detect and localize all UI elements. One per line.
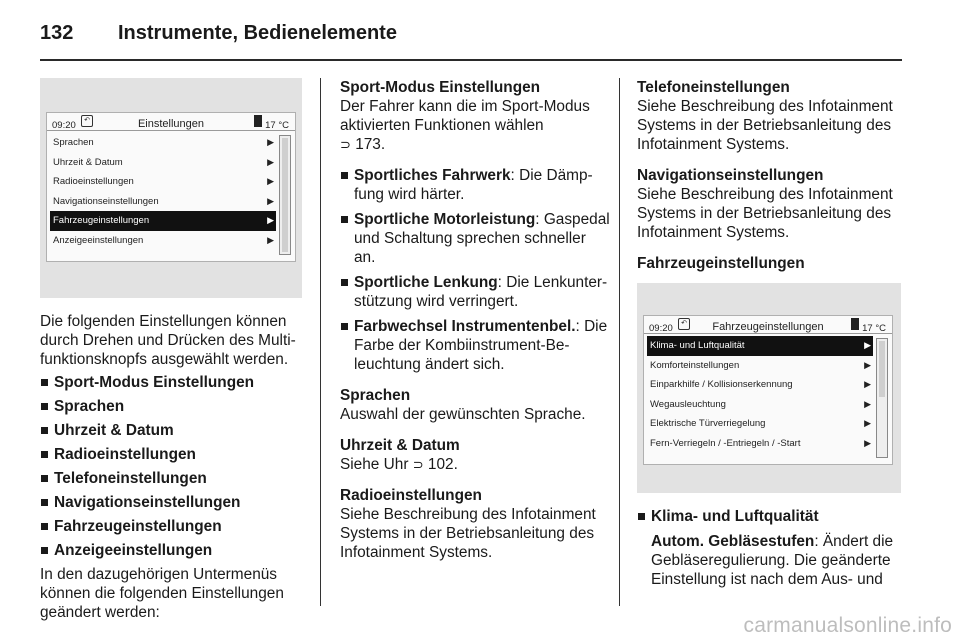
column-3 <box>637 78 907 601</box>
vehicle-settings-screen <box>643 315 893 465</box>
column-1 <box>40 78 308 634</box>
section-heading: Navigationseinstellungen <box>637 167 824 184</box>
menu-item: Sprachen ▶ <box>50 133 276 153</box>
settings-list <box>40 373 308 560</box>
vehicle-bullets <box>637 507 907 526</box>
chevron-right-icon: ▶ <box>267 137 274 147</box>
back-icon: ↶ <box>678 318 690 330</box>
uhrzeit-section: Uhrzeit & Datum Siehe Uhr ⊃ 102. <box>340 436 610 474</box>
chevron-right-icon: ▶ <box>267 156 274 167</box>
list-item: Sprachen <box>40 397 308 416</box>
list-item: Telefoneinstellungen <box>40 469 308 488</box>
page-title: Instrumente, Bedienelemente <box>118 22 397 44</box>
list-item: Sportliches Fahrwerk: Die Dämp-fung wird härter. <box>340 166 610 204</box>
sport-bullets <box>340 166 610 374</box>
chevron-right-icon: ▶ <box>864 379 871 389</box>
screen-scrollbar <box>279 135 291 255</box>
section-heading: Radioeinstellungen <box>340 487 482 504</box>
list-item: Sport-Modus Einstellungen <box>40 373 308 392</box>
sport-section: Sport-Modus Einstellungen Der Fahrer kann die im Sport-Modus aktivierten Funktionen wählen ⊃ 173. <box>340 78 610 154</box>
screen-title: Fahrzeugeinstellungen <box>712 321 824 333</box>
menu-item: Navigationseinstellungen ▶ <box>50 192 276 212</box>
column-divider <box>619 78 620 606</box>
list-item: Farbwechsel Instrumentenbel.: Die Farbe der Kombiinstrument-Be-leuchtung ändert sich. <box>340 317 610 374</box>
list-item: Sportliche Lenkung: Die Lenkunter-stützung wird verringert. <box>340 273 610 311</box>
radio-section: Radioeinstellungen Siehe Beschreibung des Infotainment Systems in der Betriebsanleitung des Infotainment Systems. <box>340 486 610 562</box>
header-rule <box>40 59 902 61</box>
chevron-right-icon: ▶ <box>267 215 274 225</box>
screen-time: 09:20 <box>52 120 76 131</box>
list-item: Klima- und Luftqualität <box>637 507 907 526</box>
page-ref-icon: ⊃ <box>412 457 424 472</box>
phone-icon <box>254 115 262 127</box>
list-item: Anzeigeeinstellungen <box>40 541 308 560</box>
screen-scrollbar <box>876 338 888 458</box>
section-heading: Sprachen <box>340 387 411 404</box>
menu-item: Komforteinstellungen ▶ <box>647 356 873 376</box>
screen-menu <box>647 336 873 453</box>
section-heading: Fahrzeugeinstellungen <box>637 255 805 272</box>
chevron-right-icon: ▶ <box>267 234 274 245</box>
page-header <box>40 14 920 54</box>
list-item: Uhrzeit & Datum <box>40 421 308 440</box>
menu-item: Einparkhilfe / Kollisionserkennung ▶ <box>647 375 873 395</box>
page-ref: 102. <box>427 456 458 473</box>
menu-item: Radioeinstellungen ▶ <box>50 172 276 192</box>
section-heading: Sport-Modus Einstellungen <box>340 79 541 96</box>
back-icon: ↶ <box>81 115 93 127</box>
list-item: Fahrzeugeinstellungen <box>40 517 308 536</box>
menu-item: Uhrzeit & Datum ▶ <box>50 153 276 173</box>
menu-item: Anzeigeeinstellungen ▶ <box>50 231 276 251</box>
menu-item: Elektrische Türverriegelung ▶ <box>647 414 873 434</box>
outro-text: In den dazugehörigen Untermenüs können die folgenden Einstellungen geändert werden: <box>40 566 284 621</box>
chevron-right-icon: ▶ <box>864 398 871 409</box>
telefon-section: Telefoneinstellungen Siehe Beschreibung des Infotainment Systems in der Betriebsanleitung des Infotainment Systems. <box>637 78 907 154</box>
chevron-right-icon: ▶ <box>267 176 274 186</box>
chevron-right-icon: ▶ <box>864 359 871 370</box>
watermark: carmanualsonline.info <box>743 614 952 637</box>
chevron-right-icon: ▶ <box>864 418 871 428</box>
menu-item: Fern-Verriegeln / -Entriegeln / -Start ▶ <box>647 434 873 454</box>
screen-menu <box>50 133 276 250</box>
column-divider <box>320 78 321 606</box>
menu-item: Wegausleuchtung ▶ <box>647 395 873 415</box>
intro-text: Die folgenden Einstellungen können durch Drehen und Drücken des Multi-funktionsknopfs ausgewählt werden. <box>40 313 296 368</box>
sprachen-section: Sprachen Auswahl der gewünschten Sprache. <box>340 386 610 424</box>
menu-item-selected: Klima- und Luftqualität ▶ <box>647 336 873 356</box>
screen-status-bar <box>47 113 295 131</box>
list-item: Radioeinstellungen <box>40 445 308 464</box>
screen-status-bar <box>644 316 892 334</box>
page-ref: 173. <box>355 136 386 153</box>
phone-icon <box>851 318 859 330</box>
section-heading: Telefoneinstellungen <box>637 79 790 96</box>
chevron-right-icon: ▶ <box>267 195 274 206</box>
page-ref-icon: ⊃ <box>340 137 351 152</box>
page-number: 132 <box>40 22 74 44</box>
section-heading: Uhrzeit & Datum <box>340 437 460 454</box>
chevron-right-icon: ▶ <box>864 437 871 448</box>
navigation-section: Navigationseinstellungen Siehe Beschreibung des Infotainment Systems in der Betriebsanleitung des Infotainment Systems. <box>637 166 907 242</box>
screen-time: 09:20 <box>649 323 673 334</box>
list-item: Sportliche Motorleistung: Gaspedal und Schaltung sprechen schneller an. <box>340 210 610 267</box>
fahrzeug-section <box>637 254 907 273</box>
settings-screen <box>46 112 296 262</box>
autom-text: Autom. Gebläsestufen: Ändert die Gebläseregulierung. Die geänderte Einstellung ist nach dem Aus- und <box>651 533 894 588</box>
screen-temperature: 17 °C <box>265 120 289 131</box>
column-2 <box>340 78 610 574</box>
screen-title: Einstellungen <box>137 118 205 130</box>
settings-screen-image <box>40 78 302 298</box>
vehicle-settings-screen-image <box>637 283 901 493</box>
screen-temperature: 17 °C <box>862 323 886 334</box>
menu-item-selected: Fahrzeugeinstellungen ▶ <box>50 211 276 231</box>
chevron-right-icon: ▶ <box>864 340 871 350</box>
list-item: Navigationseinstellungen <box>40 493 308 512</box>
